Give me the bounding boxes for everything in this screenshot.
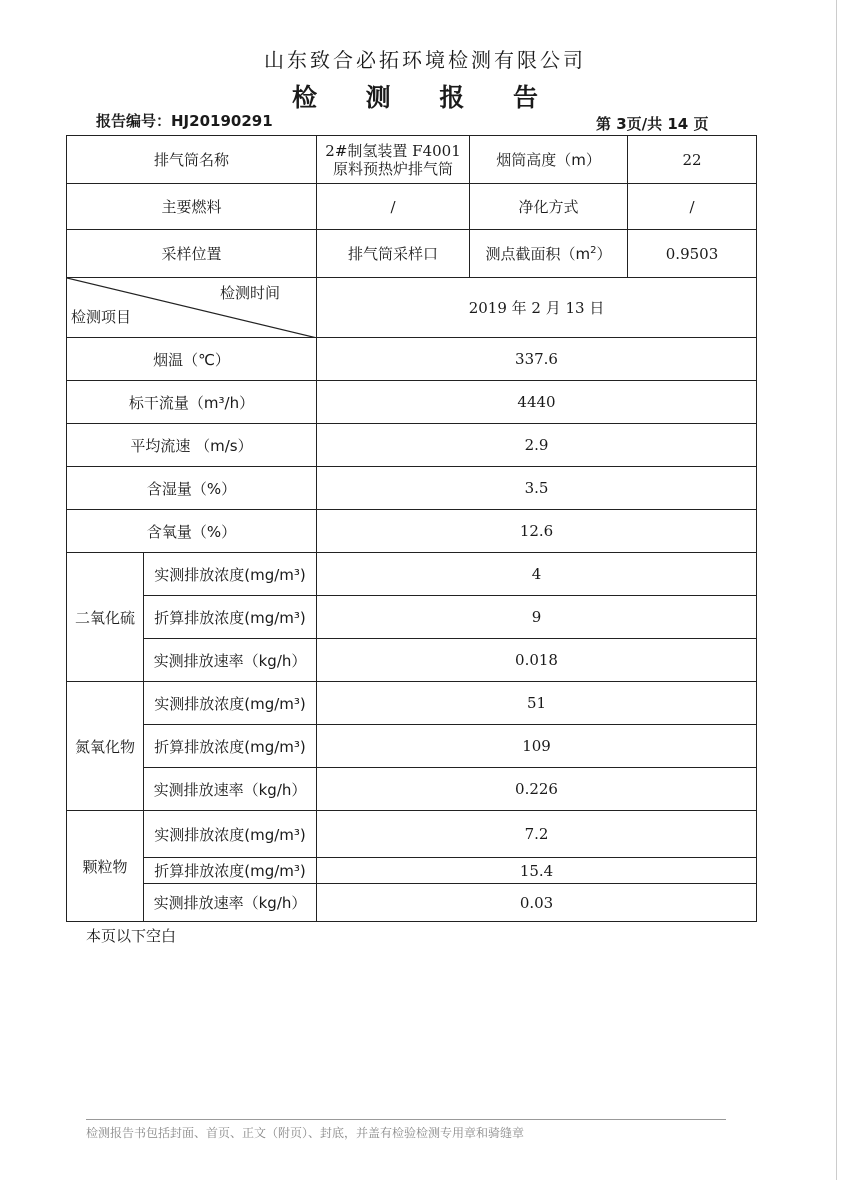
param-label: 含湿量（%） bbox=[67, 467, 317, 510]
param-value: 12.6 bbox=[317, 510, 757, 553]
area-label-sup: 2 bbox=[590, 245, 597, 256]
area-label-close: ） bbox=[596, 245, 612, 263]
group-row-value: 0.018 bbox=[317, 639, 757, 682]
table-row bbox=[67, 230, 757, 278]
report-number: 报告编号：HJ20190291 bbox=[96, 112, 273, 130]
table-row bbox=[67, 136, 757, 184]
group-name-pm: 颗粒物 bbox=[67, 811, 144, 922]
group-row-label: 折算排放浓度(mg/m³) bbox=[144, 725, 317, 768]
table-row bbox=[67, 338, 757, 381]
table-row bbox=[67, 381, 757, 424]
param-label: 标干流量（m³/h） bbox=[67, 381, 317, 424]
group-name-nox: 氮氧化物 bbox=[67, 682, 144, 811]
table-row bbox=[67, 184, 757, 230]
stack-name-label: 排气筒名称 bbox=[67, 136, 317, 184]
stack-name-value bbox=[317, 136, 470, 184]
table-row bbox=[67, 858, 757, 884]
group-row-value: 9 bbox=[317, 596, 757, 639]
group-row-label: 折算排放浓度(mg/m³) bbox=[144, 596, 317, 639]
group-row-value: 4 bbox=[317, 553, 757, 596]
purify-label: 净化方式 bbox=[470, 184, 628, 230]
group-row-label: 实测排放速率（kg/h） bbox=[144, 639, 317, 682]
table-row bbox=[67, 553, 757, 596]
detection-date: 2019 年 2 月 13 日 bbox=[317, 278, 757, 338]
fuel-value: / bbox=[317, 184, 470, 230]
param-label: 烟温（℃） bbox=[67, 338, 317, 381]
stack-name-line1: 2#制氢装置 F4001 bbox=[325, 141, 461, 160]
sample-location-label: 采样位置 bbox=[67, 230, 317, 278]
stack-height-value: 22 bbox=[628, 136, 757, 184]
group-row-label: 实测排放浓度(mg/m³) bbox=[144, 682, 317, 725]
table-row bbox=[67, 811, 757, 858]
table-row bbox=[67, 424, 757, 467]
table-row bbox=[67, 510, 757, 553]
blank-below-note: 本页以下空白 bbox=[86, 927, 177, 945]
table-row bbox=[67, 768, 757, 811]
group-row-value: 51 bbox=[317, 682, 757, 725]
scan-edge bbox=[836, 0, 837, 1180]
detection-time-label: 检测时间 bbox=[220, 284, 281, 302]
param-value: 2.9 bbox=[317, 424, 757, 467]
table-row bbox=[67, 278, 757, 338]
param-label: 含氧量（%） bbox=[67, 510, 317, 553]
stack-height-label: 烟筒高度（m） bbox=[470, 136, 628, 184]
param-value: 3.5 bbox=[317, 467, 757, 510]
page-number: 第 3页/共 14 页 bbox=[596, 115, 709, 133]
table-row bbox=[67, 596, 757, 639]
company-name: 山东致合必拓环境检测有限公司 bbox=[264, 48, 586, 72]
footer-disclaimer: 检测报告书包括封面、首页、正文（附页）、封底，并盖有检验检测专用章和骑缝章 bbox=[86, 1126, 525, 1140]
table-row bbox=[67, 682, 757, 725]
group-row-value: 7.2 bbox=[317, 811, 757, 858]
stack-name-line2: 原料预热炉排气筒 bbox=[333, 159, 454, 178]
group-name-so2: 二氧化硫 bbox=[67, 553, 144, 682]
detection-item-label: 检测项目 bbox=[71, 308, 132, 326]
param-value: 337.6 bbox=[317, 338, 757, 381]
purify-value: / bbox=[628, 184, 757, 230]
param-label: 平均流速 （m/s） bbox=[67, 424, 317, 467]
group-row-label: 折算排放浓度(mg/m³) bbox=[144, 858, 317, 884]
group-row-label: 实测排放速率（kg/h） bbox=[144, 884, 317, 922]
table-row bbox=[67, 884, 757, 922]
group-row-label: 实测排放浓度(mg/m³) bbox=[144, 553, 317, 596]
sample-location-value: 排气筒采样口 bbox=[317, 230, 470, 278]
table-row bbox=[67, 467, 757, 510]
results-table bbox=[66, 135, 757, 922]
section-area-label bbox=[470, 230, 628, 278]
group-row-label: 实测排放浓度(mg/m³) bbox=[144, 811, 317, 858]
param-value: 4440 bbox=[317, 381, 757, 424]
table-row bbox=[67, 725, 757, 768]
footer-divider bbox=[86, 1119, 726, 1120]
group-row-value: 15.4 bbox=[317, 858, 757, 884]
report-title: 检 测 报 告 bbox=[291, 83, 559, 112]
section-area-value: 0.9503 bbox=[628, 230, 757, 278]
table-row bbox=[67, 639, 757, 682]
area-label-text: 测点截面积（m bbox=[485, 245, 591, 263]
diagonal-header bbox=[67, 278, 317, 338]
group-row-value: 0.226 bbox=[317, 768, 757, 811]
group-row-value: 0.03 bbox=[317, 884, 757, 922]
group-row-value: 109 bbox=[317, 725, 757, 768]
group-row-label: 实测排放速率（kg/h） bbox=[144, 768, 317, 811]
fuel-label: 主要燃料 bbox=[67, 184, 317, 230]
